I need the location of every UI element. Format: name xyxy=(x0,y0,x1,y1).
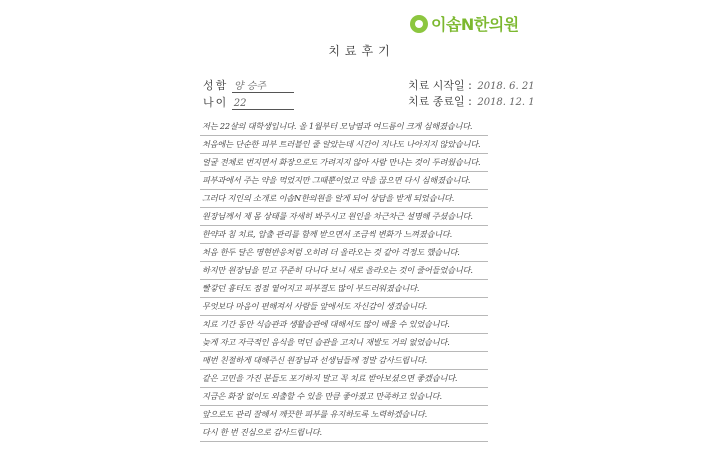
review-text-area xyxy=(200,117,488,447)
review-line: 하지만 원장님을 믿고 꾸준히 다니다 보니 새로 올라오는 것이 줄어들었습니다. xyxy=(200,261,488,280)
review-line: 다시 한 번 진심으로 감사드립니다. xyxy=(200,423,488,442)
review-line: 저는 22살의 대학생입니다. 올 1월부터 모낭염과 여드름이 크게 심해졌습니다. xyxy=(200,117,488,136)
patient-name-label: 성함 xyxy=(203,79,229,92)
patient-age-row xyxy=(203,94,294,110)
review-line: 빨갛던 흉터도 점점 옅어지고 피부결도 많이 부드러워졌습니다. xyxy=(200,279,488,298)
review-line: 늦게 자고 자극적인 음식을 먹던 습관을 고치니 재발도 거의 없었습니다. xyxy=(200,333,488,352)
review-line: 앞으로도 관리 잘해서 깨끗한 피부를 유지하도록 노력하겠습니다. xyxy=(200,405,488,424)
review-line: 원장님께서 제 몸 상태를 자세히 봐주시고 원인을 차근차근 설명해 주셨습니다. xyxy=(200,207,488,226)
treatment-end-row xyxy=(408,93,537,109)
review-line: 그러다 지인의 소개로 이솝N한의원을 알게 되어 상담을 받게 되었습니다. xyxy=(200,189,488,208)
review-line: 지금은 화장 없이도 외출할 수 있을 만큼 좋아졌고 만족하고 있습니다. xyxy=(200,387,488,406)
patient-age-value: 22 xyxy=(232,98,294,110)
review-line: 한약과 침 치료, 압출 관리를 함께 받으면서 조금씩 변화가 느껴졌습니다. xyxy=(200,225,488,244)
clinic-name: 이솝N한의원 xyxy=(431,15,519,34)
patient-age-label: 나이 xyxy=(203,96,229,109)
review-line: 처음에는 단순한 피부 트러블인 줄 알았는데 시간이 지나도 나아지지 않았습니다. xyxy=(200,135,488,154)
review-line: 같은 고민을 가진 분들도 포기하지 말고 꼭 치료 받아보셨으면 좋겠습니다. xyxy=(200,369,488,388)
treatment-start-label: 치료 시작일 : xyxy=(408,79,472,92)
treatment-end-label: 치료 종료일 : xyxy=(408,95,472,108)
review-line: 얼굴 전체로 번지면서 화장으로도 가려지지 않아 사람 만나는 것이 두려웠습니다. xyxy=(200,153,488,172)
treatment-start-value: 2018. 6. 21 xyxy=(477,81,535,92)
clinic-logo-icon xyxy=(410,15,428,33)
treatment-end-value: 2018. 12. 1 xyxy=(477,97,535,108)
review-line: 치료 기간 동안 식습관과 생활습관에 대해서도 많이 배울 수 있었습니다. xyxy=(200,315,488,334)
document-title: 치료후기 xyxy=(328,44,395,58)
review-line: 피부과에서 주는 약을 먹었지만 그때뿐이었고 약을 끊으면 다시 심해졌습니다. xyxy=(200,171,488,190)
review-line: 매번 친절하게 대해주신 원장님과 선생님들께 정말 감사드립니다. xyxy=(200,351,488,370)
patient-name-value: 양 승주 xyxy=(232,77,294,93)
patient-name-row xyxy=(203,77,294,93)
clinic-logo xyxy=(410,12,519,35)
treatment-start-row xyxy=(408,77,537,93)
review-line: 처음 한두 달은 명현반응처럼 오히려 더 올라오는 것 같아 걱정도 했습니다. xyxy=(200,243,488,262)
review-line: 무엇보다 마음이 편해져서 사람들 앞에서도 자신감이 생겼습니다. xyxy=(200,297,488,316)
